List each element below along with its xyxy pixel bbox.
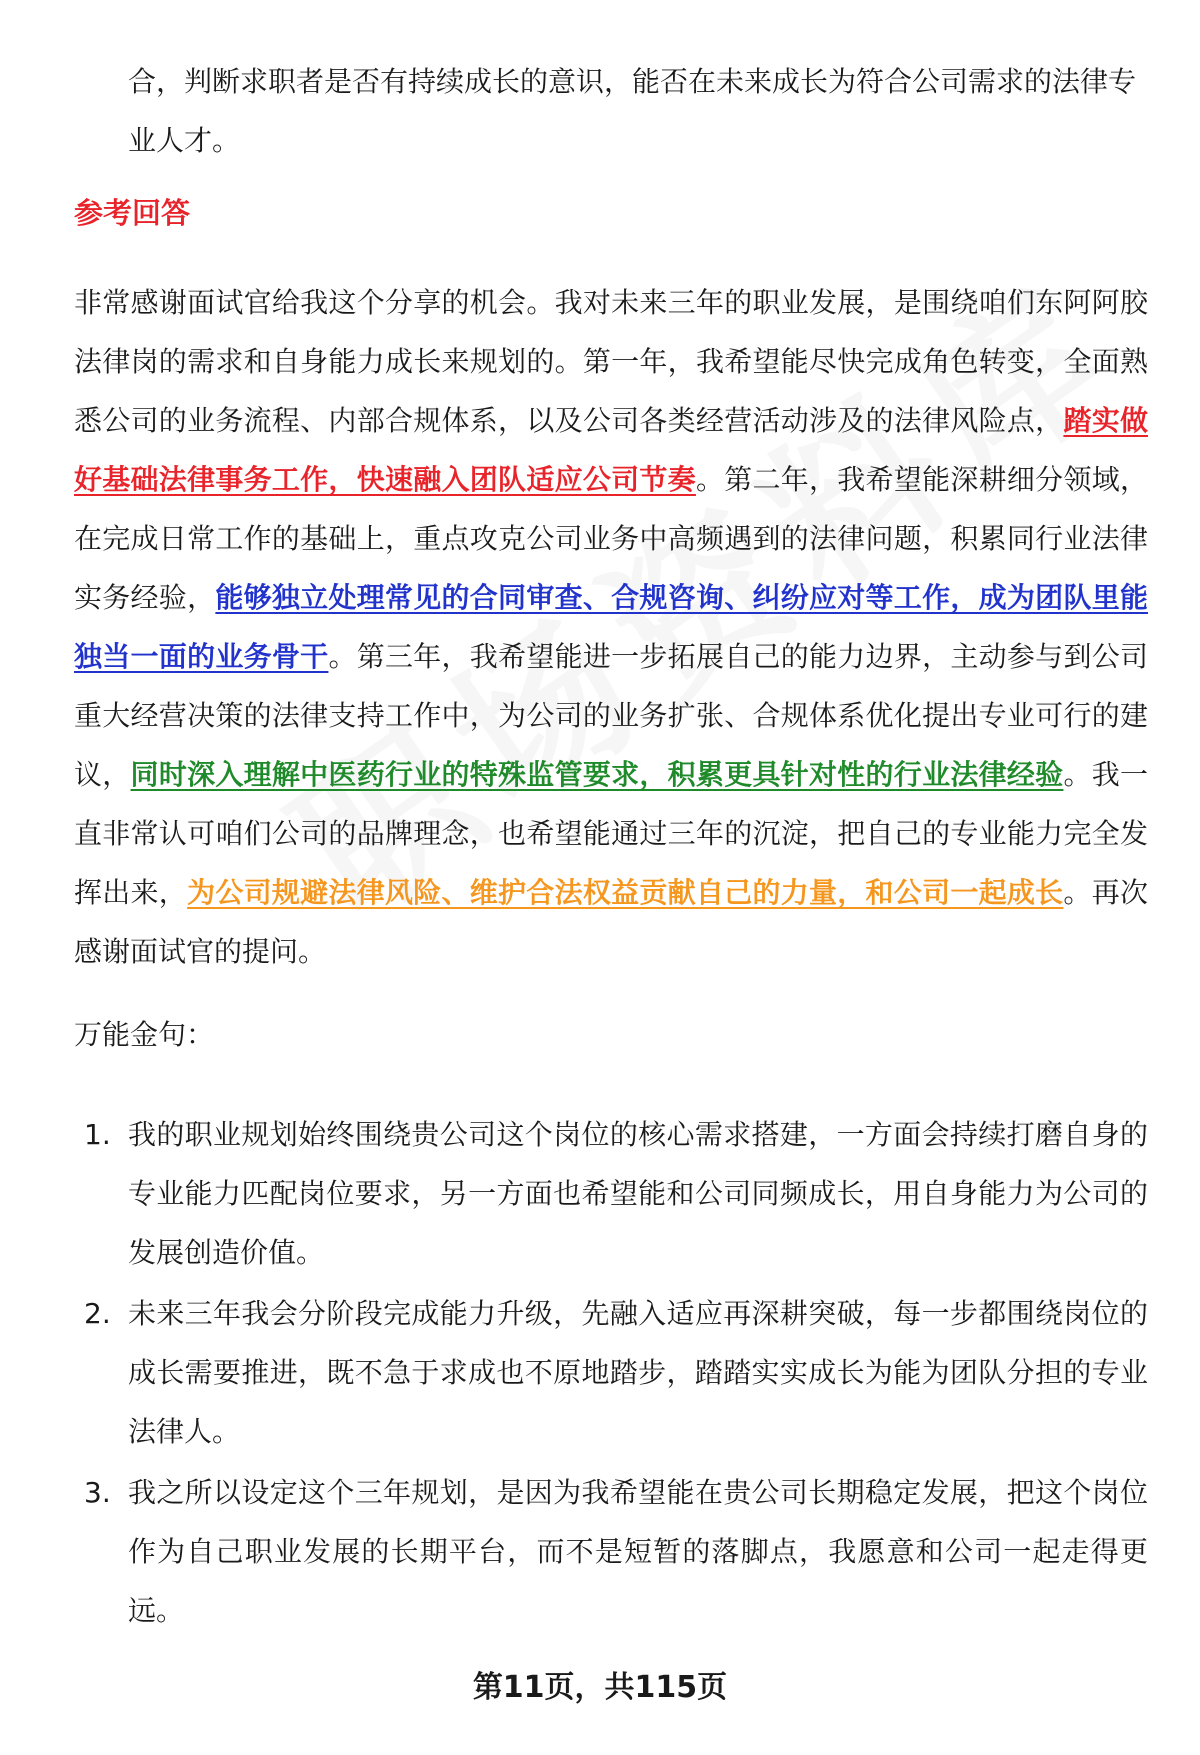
list-number: 1. — [84, 1118, 111, 1151]
highlight-blue: 能够独立处理常见的合同审查、合规咨询、纠纷应对等工作，成为团队里能独当一面的业务骨干 — [74, 581, 1148, 673]
golden-sentences-list — [74, 1105, 1148, 1642]
highlight-orange: 为公司规避法律风险、维护合法权益贡献自己的力量，和公司一起成长 — [187, 876, 1064, 909]
answer-text-5: 。再次感谢面试官的提问。 — [74, 876, 1148, 968]
highlight-red: 踏实做好基础法律事务工作，快速融入团队适应公司节奏 — [74, 404, 1148, 496]
list-item-text: 未来三年我会分阶段完成能力升级，先融入适应再深耕突破，每一步都围绕岗位的成长需要推进，既不急于求成也不原地踏步，踏踏实实成长为能为团队分担的专业法律人。 — [128, 1297, 1148, 1448]
answer-paragraph — [74, 273, 1148, 981]
golden-sentences-title: 万能金句： — [74, 1018, 215, 1051]
intro-paragraph: 合，判断求职者是否有持续成长的意识，能否在未来成长为符合公司需求的法律专业人才。 — [128, 65, 1137, 157]
list-number: 2. — [84, 1297, 111, 1330]
page-footer: 第11页，共115页 — [472, 1670, 728, 1705]
section-heading: 参考回答 — [74, 196, 191, 230]
answer-text-1: 非常感谢面试官给我这个分享的机会。我对未来三年的职业发展，是围绕咱们东阿阿胶法律岗的需求和自身能力成长来规划的。第一年，我希望能尽快完成角色转变，全面熟悉公司的业务流程、内部合规体系，以及公司各类经营活动涉及的法律风险点， — [74, 286, 1148, 437]
highlight-green: 同时深入理解中医药行业的特殊监管要求，积累更具针对性的行业法律经验 — [130, 758, 1064, 791]
list-item — [74, 1463, 1148, 1640]
answer-text-2: 。第二年，我希望能深耕细分领域，在完成日常工作的基础上，重点攻克公司业务中高频遇到的法律问题，积累同行业法律实务经验， — [74, 463, 1148, 614]
list-item-text: 我之所以设定这个三年规划，是因为我希望能在贵公司长期稳定发展，把这个岗位作为自己职业发展的长期平台，而不是短暂的落脚点，我愿意和公司一起走得更远。 — [128, 1476, 1148, 1627]
list-item-text: 我的职业规划始终围绕贵公司这个岗位的核心需求搭建，一方面会持续打磨自身的专业能力匹配岗位要求，另一方面也希望能和公司同频成长，用自身能力为公司的发展创造价值。 — [128, 1118, 1148, 1269]
answer-text-3: 。第三年，我希望能进一步拓展自己的能力边界，主动参与到公司重大经营决策的法律支持工作中，为公司的业务扩张、合规体系优化提出专业可行的建议， — [74, 640, 1148, 791]
list-item — [74, 1284, 1148, 1461]
answer-text-4: 。我一直非常认可咱们公司的品牌理念，也希望能通过三年的沉淀，把自己的专业能力完全发挥出来， — [74, 758, 1148, 909]
list-number: 3. — [84, 1476, 111, 1509]
list-item — [74, 1105, 1148, 1282]
